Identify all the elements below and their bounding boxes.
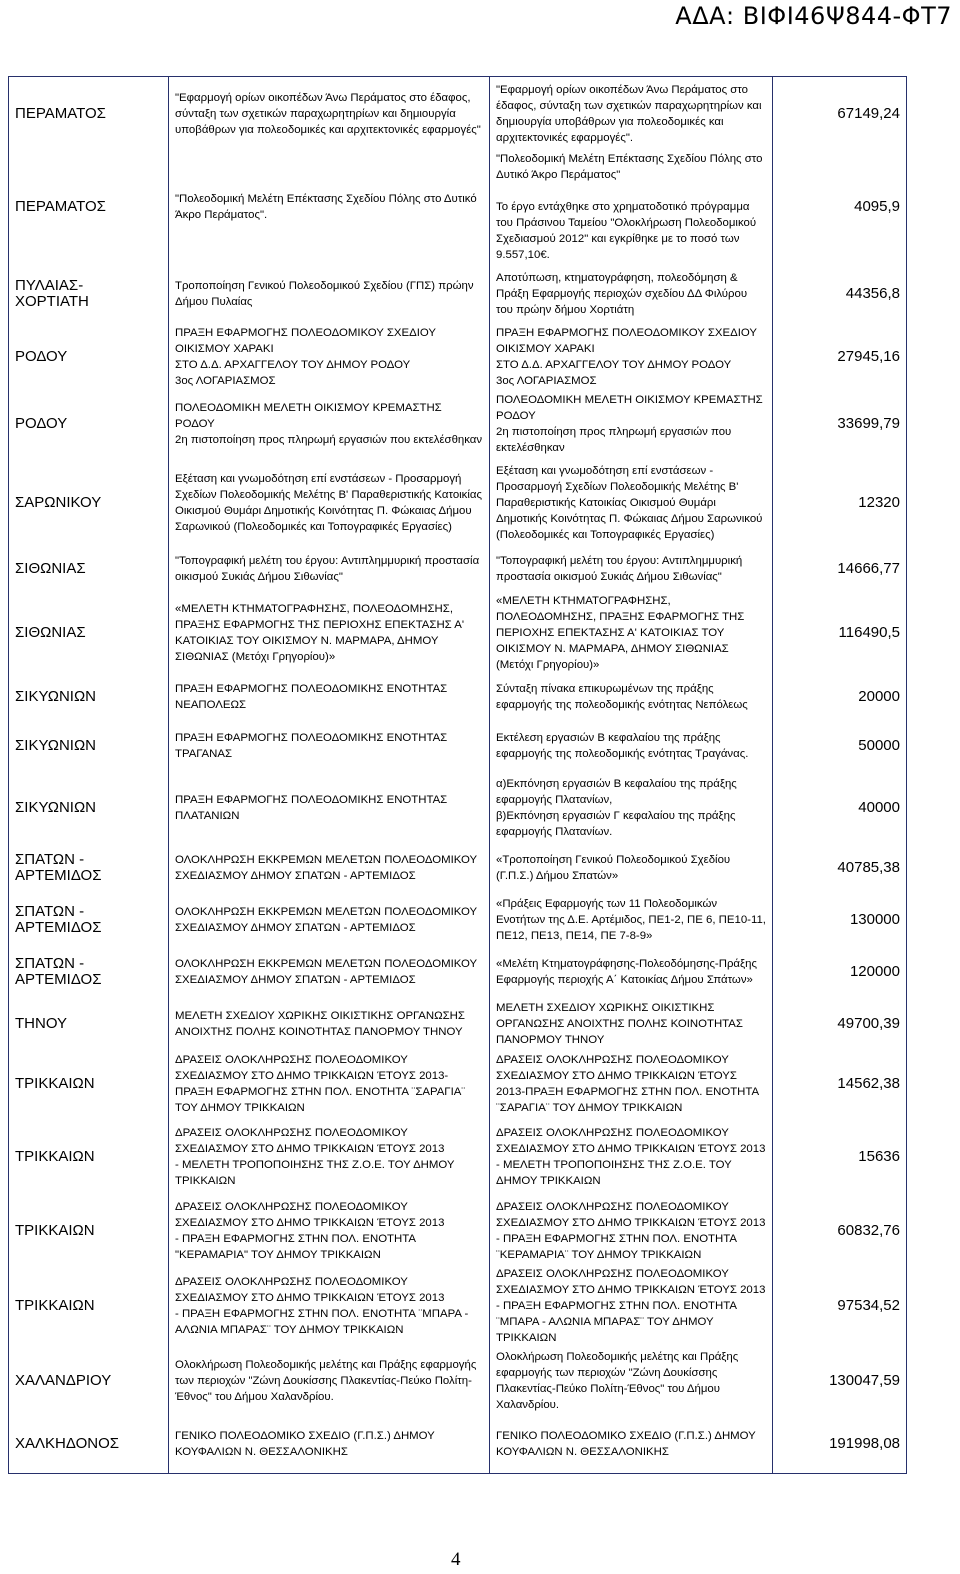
project-cell: ΠΡΑΞΗ ΕΦΑΡΜΟΓΗΣ ΠΟΛΕΟΔΟΜΙΚΗΣ ΕΝΟΤΗΤΑΣ ΤΡΑΓΑΝΑΣ xyxy=(169,719,490,774)
amount-cell: 4095,9 xyxy=(773,151,907,263)
municipality-cell: ΣΠΑΤΩΝ - ΑΡΤΕΜΙΔΟΣ xyxy=(9,842,169,894)
municipality-cell: ΤΡΙΚΚΑΙΩΝ xyxy=(9,1266,169,1346)
amount-cell: 40785,38 xyxy=(773,842,907,894)
description-cell: ΠΡΑΞΗ ΕΦΑΡΜΟΓΗΣ ΠΟΛΕΟΔΟΜΙΚΟΥ ΣΧΕΔΙΟΥ ΟΙΚΙΣΜΟΥ ΧΑΡΑΚΙ ΣΤΟ Δ.Δ. ΑΡΧΑΓΓΕΛΟΥ ΤΟΥ ΔΗΜΟΥ ΡΟΔΟΥ 3ος ΛΟΓΑΡΙΑΣΜΟΣ xyxy=(490,325,773,389)
description-cell: Εκτέλεση εργασιών Β κεφαλαίου της πράξης εφαρμογής της πολεοδομικής ενότητας Τραγάνας. xyxy=(490,719,773,774)
amount-cell: 191998,08 xyxy=(773,1416,907,1474)
description-cell: Σύνταξη πίνακα επικυρωμένων της πράξης εφαρμογής της πολεοδομικής ενότητας Νεπόλεως xyxy=(490,675,773,719)
table-row xyxy=(9,675,907,719)
amount-cell: 40000 xyxy=(773,774,907,842)
description-cell: ΔΡΑΣΕΙΣ ΟΛΟΚΛΗΡΩΣΗΣ ΠΟΛΕΟΔΟΜΙΚΟΥ ΣΧΕΔΙΑΣΜΟΥ ΣΤΟ ΔΗΜΟ ΤΡΙΚΚΑΙΩΝ ΈΤΟΥΣ 2013 - ΠΡΑΞΗ ΕΦΑΡΜΟΓΗΣ ΣΤΗΝ ΠΟΛ. ΕΝΟΤΗΤΑ ¨ΜΠΑΡΑ - ΑΛΩΝΙΑ ΜΠΑΡΑΣ¨ ΤΟΥ ΔΗΜΟΥ ΤΡΙΚΚΑΙΩΝ xyxy=(490,1266,773,1346)
project-cell: ΟΛΟΚΛΗΡΩΣΗ ΕΚΚΡΕΜΩΝ ΜΕΛΕΤΩΝ ΠΟΛΕΟΔΟΜΙΚΟΥ ΣΧΕΔΙΑΣΜΟΥ ΔΗΜΟΥ ΣΠΑΤΩΝ - ΑΡΤΕΜΙΔΟΣ xyxy=(169,946,490,998)
municipality-cell: ΧΑΛΚΗΔΟΝΟΣ xyxy=(9,1416,169,1474)
table-row xyxy=(9,1416,907,1474)
project-cell: «ΜΕΛΕΤΗ ΚΤΗΜΑΤΟΓΡΑΦΗΣΗΣ, ΠΟΛΕΟΔΟΜΗΣΗΣ, ΠΡΑΞΗΣ ΕΦΑΡΜΟΓΗΣ ΤΗΣ ΠΕΡΙΟΧΗΣ ΕΠΕΚΤΑΣΗΣ Α' ΚΑΤΟΙΚΙΑΣ ΤΟΥ ΟΙΚΙΣΜΟΥ Ν. ΜΑΡΜΑΡΑ, ΔΗΜΟΥ ΣΙΘΩΝΙΑΣ (Μετόχι Γρηγορίου)» xyxy=(169,591,490,675)
amount-cell: 15636 xyxy=(773,1118,907,1196)
project-cell: ΟΛΟΚΛΗΡΩΣΗ ΕΚΚΡΕΜΩΝ ΜΕΛΕΤΩΝ ΠΟΛΕΟΔΟΜΙΚΟΥ ΣΧΕΔΙΑΣΜΟΥ ΔΗΜΟΥ ΣΠΑΤΩΝ - ΑΡΤΕΜΙΔΟΣ xyxy=(169,894,490,946)
project-cell: ΔΡΑΣΕΙΣ ΟΛΟΚΛΗΡΩΣΗΣ ΠΟΛΕΟΔΟΜΙΚΟΥ ΣΧΕΔΙΑΣΜΟΥ ΣΤΟ ΔΗΜΟ ΤΡΙΚΚΑΙΩΝ ΈΤΟΥΣ 2013 - ΠΡΑΞΗ ΕΦΑΡΜΟΓΗΣ ΣΤΗΝ ΠΟΛ. ΕΝΟΤΗΤΑ ¨ΜΠΑΡΑ - ΑΛΩΝΙΑ ΜΠΑΡΑΣ¨ ΤΟΥ ΔΗΜΟΥ ΤΡΙΚΚΑΙΩΝ xyxy=(169,1266,490,1346)
table-row xyxy=(9,1196,907,1266)
description-cell: ΠΟΛΕΟΔΟΜΙΚΗ ΜΕΛΕΤΗ ΟΙΚΙΣΜΟΥ ΚΡΕΜΑΣΤΗΣ ΡΟΔΟΥ 2η πιστοποίηση προς πληρωμή εργασιών που εκτελέσθηκαν xyxy=(490,389,773,459)
project-cell: Ολοκλήρωση Πολεοδομικής μελέτης και Πράξης εφαρμογής των περιοχών "Ζώνη Δουκίσσης Πλακεντίας-Πεύκο Πολίτη-Έθνος" του Δήμου Χαλανδρίου. xyxy=(169,1346,490,1416)
amount-cell: 67149,24 xyxy=(773,77,907,151)
municipality-cell: ΧΑΛΑΝΔΡΙΟΥ xyxy=(9,1346,169,1416)
description-cell: "Πολεοδομική Μελέτη Επέκτασης Σχεδίου Πόλης στο Δυτικό Άκρο Περάματος" Το έργο εντάχθηκε στο χρηματοδοτικό πρόγραμμα του Πράσινου Ταμείου "Ολοκλήρωση Πολεοδομικού Σχεδιασμού 2012" και εγκρίθηκε με το ποσό των 9.557,10€. xyxy=(490,151,773,263)
project-cell: ΔΡΑΣΕΙΣ ΟΛΟΚΛΗΡΩΣΗΣ ΠΟΛΕΟΔΟΜΙΚΟΥ ΣΧΕΔΙΑΣΜΟΥ ΣΤΟ ΔΗΜΟ ΤΡΙΚΚΑΙΩΝ ΈΤΟΥΣ 2013 - ΜΕΛΕΤΗ ΤΡΟΠΟΠΟΙΗΣΗΣ ΤΗΣ Ζ.Ο.Ε. ΤΟΥ ΔΗΜΟΥ ΤΡΙΚΚΑΙΩΝ xyxy=(169,1118,490,1196)
municipality-cell: ΡΟΔΟΥ xyxy=(9,325,169,389)
table-row xyxy=(9,1346,907,1416)
table-row xyxy=(9,719,907,774)
municipality-cell: ΣΙΚΥΩΝΙΩΝ xyxy=(9,774,169,842)
municipality-cell: ΠΕΡΑΜΑΤΟΣ xyxy=(9,77,169,151)
amount-cell: 130047,59 xyxy=(773,1346,907,1416)
amount-cell: 14666,77 xyxy=(773,547,907,591)
municipality-cell: ΤΡΙΚΚΑΙΩΝ xyxy=(9,1196,169,1266)
amount-cell: 44356,8 xyxy=(773,263,907,325)
municipality-cell: ΡΟΔΟΥ xyxy=(9,389,169,459)
municipality-cell: ΣΙΚΥΩΝΙΩΝ xyxy=(9,719,169,774)
description-cell: α)Εκπόνηση εργασιών Β κεφαλαίου της πράξης εφαρμογής Πλατανίων, β)Εκπόνηση εργασιών Γ κεφαλαίου της πράξης εφαρμογής Πλατανίων. xyxy=(490,774,773,842)
municipality-cell: ΤΗΝΟΥ xyxy=(9,998,169,1050)
table-row xyxy=(9,1050,907,1118)
table-row xyxy=(9,263,907,325)
ada-code: ΑΔΑ: ΒΙΦΙ46Ψ844-ΦΤ7 xyxy=(675,2,952,30)
amount-cell: 12320 xyxy=(773,459,907,547)
description-cell: «Πράξεις Εφαρμογής των 11 Πολεοδομικών Ενοτήτων της Δ.Ε. Αρτέμιδος, ΠΕ1-2, ΠΕ 6, ΠΕ10-11, ΠΕ12, ΠΕ13, ΠΕ14, ΠΕ 7-8-9» xyxy=(490,894,773,946)
description-cell: ΓΕΝΙΚΟ ΠΟΛΕΟΔΟΜΙΚΟ ΣΧΕΔΙΟ (Γ.Π.Σ.) ΔΗΜΟΥ ΚΟΥΦΑΛΙΩΝ Ν. ΘΕΣΣΑΛΟΝΙΚΗΣ xyxy=(490,1416,773,1474)
amount-cell: 33699,79 xyxy=(773,389,907,459)
project-cell: ΔΡΑΣΕΙΣ ΟΛΟΚΛΗΡΩΣΗΣ ΠΟΛΕΟΔΟΜΙΚΟΥ ΣΧΕΔΙΑΣΜΟΥ ΣΤΟ ΔΗΜΟ ΤΡΙΚΚΑΙΩΝ ΈΤΟΥΣ 2013-ΠΡΑΞΗ ΕΦΑΡΜΟΓΗΣ ΣΤΗΝ ΠΟΛ. ΕΝΟΤΗΤΑ ¨ΣΑΡΑΓΙΑ¨ ΤΟΥ ΔΗΜΟΥ ΤΡΙΚΚΑΙΩΝ xyxy=(169,1050,490,1118)
municipality-cell: ΣΑΡΩΝΙΚΟΥ xyxy=(9,459,169,547)
table-row xyxy=(9,459,907,547)
municipality-cell: ΤΡΙΚΚΑΙΩΝ xyxy=(9,1118,169,1196)
municipality-cell: ΣΠΑΤΩΝ - ΑΡΤΕΜΙΔΟΣ xyxy=(9,946,169,998)
table-row xyxy=(9,1266,907,1346)
description-cell: "Εφαρμογή ορίων οικοπέδων Άνω Περάματος στο έδαφος, σύνταξη των σχετικών παραχωρητηρίων και δημιουργία υποβάθρων για πολεοδομικές και αρχιτεκτονικές εφαρμογές". xyxy=(490,77,773,151)
project-cell: ΓΕΝΙΚΟ ΠΟΛΕΟΔΟΜΙΚΟ ΣΧΕΔΙΟ (Γ.Π.Σ.) ΔΗΜΟΥ ΚΟΥΦΑΛΙΩΝ Ν. ΘΕΣΣΑΛΟΝΙΚΗΣ xyxy=(169,1416,490,1474)
table-row xyxy=(9,151,907,263)
amount-cell: 97534,52 xyxy=(773,1266,907,1346)
table-row xyxy=(9,1118,907,1196)
amount-cell: 50000 xyxy=(773,719,907,774)
description-cell: ΔΡΑΣΕΙΣ ΟΛΟΚΛΗΡΩΣΗΣ ΠΟΛΕΟΔΟΜΙΚΟΥ ΣΧΕΔΙΑΣΜΟΥ ΣΤΟ ΔΗΜΟ ΤΡΙΚΚΑΙΩΝ ΈΤΟΥΣ 2013-ΠΡΑΞΗ ΕΦΑΡΜΟΓΗΣ ΣΤΗΝ ΠΟΛ. ΕΝΟΤΗΤΑ ¨ΣΑΡΑΓΙΑ¨ ΤΟΥ ΔΗΜΟΥ ΤΡΙΚΚΑΙΩΝ xyxy=(490,1050,773,1118)
description-cell: Αποτύπωση, κτηματογράφηση, πολεοδόμηση & Πράξη Εφαρμογής περιοχών σχεδίου ΔΔ Φιλύρου του πρώην δήμου Χορτιάτη xyxy=(490,263,773,325)
amount-cell: 130000 xyxy=(773,894,907,946)
description-cell: «ΜΕΛΕΤΗ ΚΤΗΜΑΤΟΓΡΑΦΗΣΗΣ, ΠΟΛΕΟΔΟΜΗΣΗΣ, ΠΡΑΞΗΣ ΕΦΑΡΜΟΓΗΣ ΤΗΣ ΠΕΡΙΟΧΗΣ ΕΠΕΚΤΑΣΗΣ Α' ΚΑΤΟΙΚΙΑΣ ΤΟΥ ΟΙΚΙΣΜΟΥ Ν. ΜΑΡΜΑΡΑ, ΔΗΜΟΥ ΣΙΘΩΝΙΑΣ (Μετόχι Γρηγορίου)» xyxy=(490,591,773,675)
page-number: 4 xyxy=(451,1549,461,1570)
table-row xyxy=(9,998,907,1050)
table-row xyxy=(9,894,907,946)
amount-cell: 27945,16 xyxy=(773,325,907,389)
description-cell: "Τοπογραφική μελέτη του έργου: Αντιπλημμυρική προστασία οικισμού Συκιάς Δήμου Σιθωνίας" xyxy=(490,547,773,591)
table-row xyxy=(9,591,907,675)
project-cell: ΠΡΑΞΗ ΕΦΑΡΜΟΓΗΣ ΠΟΛΕΟΔΟΜΙΚΗΣ ΕΝΟΤΗΤΑΣ ΠΛΑΤΑΝΙΩΝ xyxy=(169,774,490,842)
projects-table xyxy=(8,76,907,1474)
municipality-cell: ΣΙΘΩΝΙΑΣ xyxy=(9,547,169,591)
project-cell: ΔΡΑΣΕΙΣ ΟΛΟΚΛΗΡΩΣΗΣ ΠΟΛΕΟΔΟΜΙΚΟΥ ΣΧΕΔΙΑΣΜΟΥ ΣΤΟ ΔΗΜΟ ΤΡΙΚΚΑΙΩΝ ΈΤΟΥΣ 2013 - ΠΡΑΞΗ ΕΦΑΡΜΟΓΗΣ ΣΤΗΝ ΠΟΛ. ΕΝΟΤΗΤΑ "ΚΕΡΑΜΑΡΙΑ" ΤΟΥ ΔΗΜΟΥ ΤΡΙΚΚΑΙΩΝ xyxy=(169,1196,490,1266)
amount-cell: 120000 xyxy=(773,946,907,998)
project-cell: "Εφαρμογή ορίων οικοπέδων Άνω Περάματος στο έδαφος, σύνταξη των σχετικών παραχωρητηρίων και δημιουργία υποβάθρων για πολεοδομικές και αρχιτεκτονικές εφαρμογές" xyxy=(169,77,490,151)
municipality-cell: ΤΡΙΚΚΑΙΩΝ xyxy=(9,1050,169,1118)
table-row xyxy=(9,842,907,894)
amount-cell: 116490,5 xyxy=(773,591,907,675)
municipality-cell: ΣΙΘΩΝΙΑΣ xyxy=(9,591,169,675)
table-row xyxy=(9,547,907,591)
amount-cell: 14562,38 xyxy=(773,1050,907,1118)
table-row xyxy=(9,389,907,459)
project-cell: ΠΡΑΞΗ ΕΦΑΡΜΟΓΗΣ ΠΟΛΕΟΔΟΜΙΚΗΣ ΕΝΟΤΗΤΑΣ ΝΕΑΠΟΛΕΩΣ xyxy=(169,675,490,719)
project-cell: ΟΛΟΚΛΗΡΩΣΗ ΕΚΚΡΕΜΩΝ ΜΕΛΕΤΩΝ ΠΟΛΕΟΔΟΜΙΚΟΥ ΣΧΕΔΙΑΣΜΟΥ ΔΗΜΟΥ ΣΠΑΤΩΝ - ΑΡΤΕΜΙΔΟΣ xyxy=(169,842,490,894)
table-row xyxy=(9,774,907,842)
project-cell: Εξέταση και γνωμοδότηση επί ενστάσεων - Προσαρμογή Σχεδίων Πολεοδομικής Μελέτης Β' Παραθεριστικής Κατοικίας Οικισμού Θυμάρι Δημοτικής Κοινότητας Π. Φώκαιας Δήμου Σαρωνικού (Πολεοδομικές και Τοπογραφικές Εργασίες) xyxy=(169,459,490,547)
municipality-cell: ΠΥΛΑΙΑΣ- ΧΟΡΤΙΑΤΗ xyxy=(9,263,169,325)
amount-cell: 20000 xyxy=(773,675,907,719)
description-cell: Ολοκλήρωση Πολεοδομικής μελέτης και Πράξης εφαρμογής των περιοχών "Ζώνη Δουκίσσης Πλακεντίας-Πεύκο Πολίτη-Έθνος" του Δήμου Χαλανδρίου. xyxy=(490,1346,773,1416)
table-row xyxy=(9,325,907,389)
description-cell: ΜΕΛΕΤΗ ΣΧΕΔΙΟΥ ΧΩΡΙΚΗΣ ΟΙΚΙΣΤΙΚΗΣ ΟΡΓΑΝΩΣΗΣ ΑΝΟΙΧΤΗΣ ΠΟΛΗΣ ΚΟΙΝΟΤΗΤΑΣ ΠΑΝΟΡΜΟΥ ΤΗΝΟΥ xyxy=(490,998,773,1050)
municipality-cell: ΣΠΑΤΩΝ - ΑΡΤΕΜΙΔΟΣ xyxy=(9,894,169,946)
municipality-cell: ΣΙΚΥΩΝΙΩΝ xyxy=(9,675,169,719)
description-cell: Εξέταση και γνωμοδότηση επί ενστάσεων - Προσαρμογή Σχεδίων Πολεοδομικής Μελέτης Β' Παραθεριστικής Κατοικίας Οικισμού Θυμάρι Δημοτικής Κοινότητας Π. Φώκαιας Δήμου Σαρωνικού (Πολεοδομικές και Τοπογραφικές Εργασίες) xyxy=(490,459,773,547)
description-cell: «Μελέτη Κτηματογράφησης-Πολεοδόμησης-Πράξης Εφαρμογής περιοχής Α΄ Κατοικίας Δήμου Σπάτων» xyxy=(490,946,773,998)
description-cell: «Τροποποίηση Γενικού Πολεοδομικού Σχεδίου (Γ.Π.Σ.) Δήμου Σπατών» xyxy=(490,842,773,894)
project-cell: ΠΡΑΞΗ ΕΦΑΡΜΟΓΗΣ ΠΟΛΕΟΔΟΜΙΚΟΥ ΣΧΕΔΙΟΥ ΟΙΚΙΣΜΟΥ ΧΑΡΑΚΙ ΣΤΟ Δ.Δ. ΑΡΧΑΓΓΕΛΟΥ ΤΟΥ ΔΗΜΟΥ ΡΟΔΟΥ 3ος ΛΟΓΑΡΙΑΣΜΟΣ xyxy=(169,325,490,389)
project-cell: "Τοπογραφική μελέτη του έργου: Αντιπλημμυρική προστασία οικισμού Συκιάς Δήμου Σιθωνίας" xyxy=(169,547,490,591)
description-cell: ΔΡΑΣΕΙΣ ΟΛΟΚΛΗΡΩΣΗΣ ΠΟΛΕΟΔΟΜΙΚΟΥ ΣΧΕΔΙΑΣΜΟΥ ΣΤΟ ΔΗΜΟ ΤΡΙΚΚΑΙΩΝ ΈΤΟΥΣ 2013 - ΜΕΛΕΤΗ ΤΡΟΠΟΠΟΙΗΣΗΣ ΤΗΣ Ζ.Ο.Ε. ΤΟΥ ΔΗΜΟΥ ΤΡΙΚΚΑΙΩΝ xyxy=(490,1118,773,1196)
municipality-cell: ΠΕΡΑΜΑΤΟΣ xyxy=(9,151,169,263)
table-row xyxy=(9,946,907,998)
project-cell: ΠΟΛΕΟΔΟΜΙΚΗ ΜΕΛΕΤΗ ΟΙΚΙΣΜΟΥ ΚΡΕΜΑΣΤΗΣ ΡΟΔΟΥ 2η πιστοποίηση προς πληρωμή εργασιών που εκτελέσθηκαν xyxy=(169,389,490,459)
amount-cell: 49700,39 xyxy=(773,998,907,1050)
amount-cell: 60832,76 xyxy=(773,1196,907,1266)
project-cell: "Πολεοδομική Μελέτη Επέκτασης Σχεδίου Πόλης στο Δυτικό Άκρο Περάματος". xyxy=(169,151,490,263)
table-row xyxy=(9,77,907,151)
project-cell: ΜΕΛΕΤΗ ΣΧΕΔΙΟΥ ΧΩΡΙΚΗΣ ΟΙΚΙΣΤΙΚΗΣ ΟΡΓΑΝΩΣΗΣ ΑΝΟΙΧΤΗΣ ΠΟΛΗΣ ΚΟΙΝΟΤΗΤΑΣ ΠΑΝΟΡΜΟΥ ΤΗΝΟΥ xyxy=(169,998,490,1050)
project-cell: Τροποποίηση Γενικού Πολεοδομικού Σχεδίου (ΓΠΣ) πρώην Δήμου Πυλαίας xyxy=(169,263,490,325)
description-cell: ΔΡΑΣΕΙΣ ΟΛΟΚΛΗΡΩΣΗΣ ΠΟΛΕΟΔΟΜΙΚΟΥ ΣΧΕΔΙΑΣΜΟΥ ΣΤΟ ΔΗΜΟ ΤΡΙΚΚΑΙΩΝ ΈΤΟΥΣ 2013 - ΠΡΑΞΗ ΕΦΑΡΜΟΓΗΣ ΣΤΗΝ ΠΟΛ. ΕΝΟΤΗΤΑ ¨ΚΕΡΑΜΑΡΙΑ¨ ΤΟΥ ΔΗΜΟΥ ΤΡΙΚΚΑΙΩΝ xyxy=(490,1196,773,1266)
